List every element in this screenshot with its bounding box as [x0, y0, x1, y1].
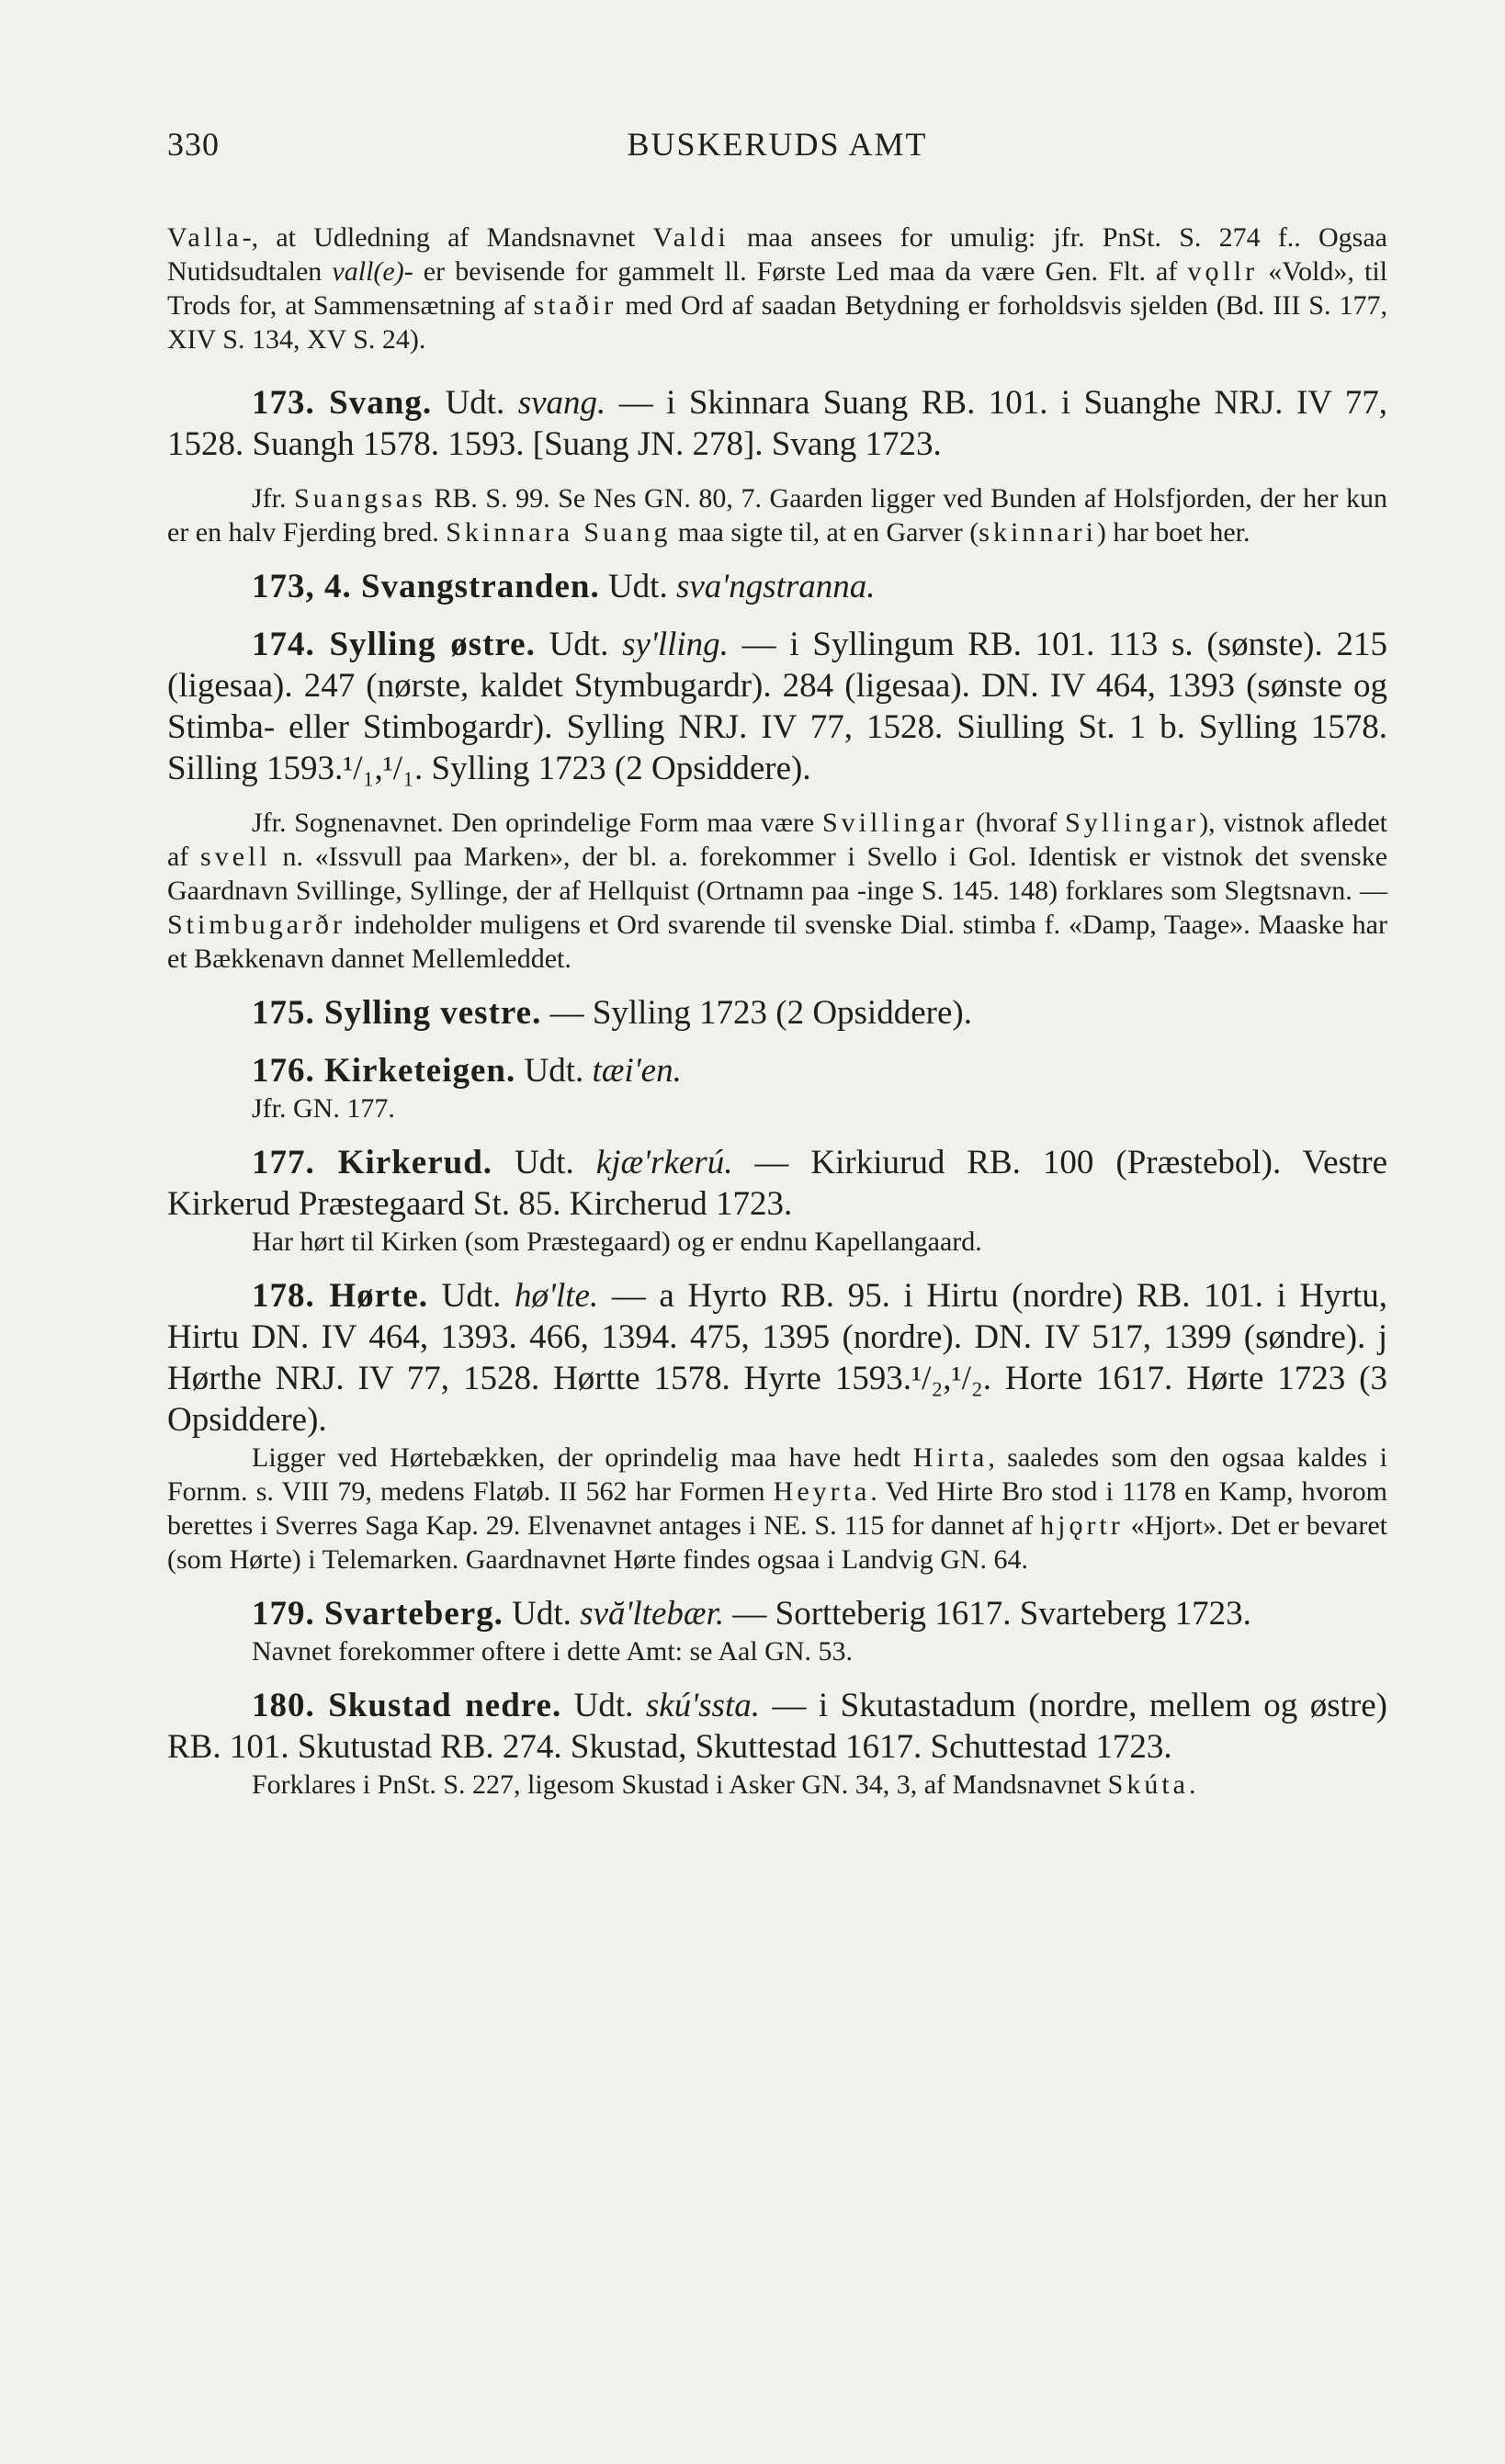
- text-run: Forklares i PnSt. S. 227, ligesom Skustad i Asker GN. 34, 3, af Mandsnavnet: [252, 1769, 1108, 1800]
- entry-p175: [167, 992, 1387, 1034]
- entry-heading: 173. Svang.: [252, 384, 433, 422]
- text-run: Suangsas: [294, 483, 426, 514]
- entry-p173n: [167, 481, 1387, 549]
- entry-p180: [167, 1685, 1387, 1768]
- text-run: vǫllr: [1187, 256, 1259, 287]
- text-run: skinnari: [979, 517, 1097, 548]
- text-run: ), vistnok afledet af: [167, 808, 1387, 872]
- text-run: maa ansees for umulig: jfr. PnSt. S. 274 f.. Ogsaa Nutidsudtalen: [167, 222, 1387, 287]
- text-run: Skinnara Suang: [446, 517, 672, 548]
- page-number: 330: [167, 126, 220, 163]
- text-run: (hvoraf: [968, 808, 1066, 838]
- text-run: Jfr. GN. 177.: [252, 1093, 395, 1124]
- text-run: Udt.: [492, 1144, 596, 1181]
- text-run: Valdi: [652, 222, 730, 253]
- text-run: n. «Issvull paa Marken», der bl. a. forekommer i Svello i Gol. Identisk er vistnok det svenske Gaardnavn Svillinge, Syllinge, der af Hellquist (Ortnamn paa -inge S. 145. 148) forklares som Slegtsnavn. —: [167, 842, 1388, 906]
- entry-p176: [167, 1050, 1387, 1091]
- text-run: «Vold», til Trods for, at Sammensætning af: [167, 256, 1387, 321]
- text-run: . Ved Hirte Bro stod i 1178 en Kamp, hvorom berettes i Sverres Saga Kap. 29. Elvenavnet antages i NE. S. 115 for dannet af: [167, 1476, 1387, 1541]
- text-run: — Sortteberig 1617. Svarteberg 1723.: [724, 1595, 1251, 1633]
- entry-p177: [167, 1142, 1387, 1225]
- text-run: Skúta: [1107, 1769, 1189, 1800]
- text-run: Udt.: [535, 626, 623, 663]
- text-run: RB. S. 99. Se Nes GN. 80, 7. Gaarden ligger ved Bunden af Holsfjorden, der her kun er en halv Fjerding bred.: [167, 483, 1388, 548]
- text-run: Udt.: [599, 568, 676, 605]
- text-run: Hirta: [912, 1442, 989, 1473]
- entry-heading: 174. Sylling østre.: [252, 626, 536, 663]
- entry-p180n: [167, 1768, 1387, 1802]
- text-run: Udt.: [503, 1595, 581, 1633]
- text-run: Udt.: [428, 1277, 515, 1315]
- text-run: , saaledes som den ogsaa kaldes i Fornm. s. VIII 79, medens Flatøb. II 562 har Formen: [167, 1442, 1387, 1507]
- text-run: Udt.: [515, 1052, 593, 1090]
- pronunciation: svang.: [517, 384, 606, 422]
- entry-p178n: [167, 1441, 1387, 1577]
- text-run: Udt.: [561, 1687, 646, 1724]
- text-run: ) har boet her.: [1096, 517, 1250, 548]
- text-run: Syllingar: [1065, 808, 1200, 838]
- pronunciation: svă'ltebær.: [580, 1595, 725, 1633]
- text-run: Jfr.: [252, 483, 295, 514]
- text-run: — Kirkiurud RB. 100 (Præstebol). Vestre Kirkerud Præstegaard St. 85. Kircherud 1723.: [167, 1144, 1388, 1223]
- text-run: Ligger ved Hørtebækken, der oprindelig maa have hedt: [252, 1442, 913, 1473]
- text-run: .: [1188, 1769, 1196, 1800]
- page-header: [167, 125, 1387, 171]
- text-run: — i Skutastadum (nordre, mellem og østre) RB. 101. Skutustad RB. 274. Skustad, Skuttestad 1617. Schuttestad 1723.: [167, 1687, 1387, 1766]
- entry-heading: 179. Svarteberg.: [252, 1595, 504, 1633]
- entry-heading: 175. Sylling vestre.: [252, 994, 542, 1032]
- pronunciation: hø'lte.: [515, 1277, 599, 1315]
- text-run: Heyrta: [773, 1476, 871, 1507]
- entry-heading: 176. Kirketeigen.: [252, 1052, 516, 1090]
- entry-p179: [167, 1593, 1387, 1634]
- pronunciation: sy'lling.: [622, 626, 729, 663]
- pronunciation: sva'ngstranna.: [675, 568, 876, 605]
- entry-p174n: [167, 806, 1387, 976]
- text-run: -, at Udledning af Mandsnavnet: [242, 222, 653, 253]
- entry-p1734: [167, 566, 1387, 607]
- pronunciation: kjæ'rkerú.: [595, 1144, 733, 1181]
- entry-heading: 177. Kirkerud.: [252, 1144, 493, 1181]
- text-run: staðir: [533, 290, 617, 321]
- text-run: — i Skinnara Suang RB. 101. i Suanghe NRJ. IV 77, 1528. Suangh 1578. 1593. [Suang JN. 278]. Svang 1723.: [167, 384, 1388, 463]
- entry-p173: [167, 382, 1387, 465]
- entry-p179n: [167, 1634, 1387, 1668]
- text-run: maa sigte til, at en Garver (: [671, 517, 979, 548]
- text-run: Navnet forekommer oftere i dette Amt: se Aal GN. 53.: [252, 1636, 853, 1667]
- entry-p178: [167, 1275, 1387, 1441]
- entry-heading: 180. Skustad nedre.: [252, 1687, 562, 1724]
- text-run: indeholder muligens et Ord svarende til svenske Dial. stimba f. «Damp, Taage». Maaske har et Bækkenavn dannet Mellemleddet.: [167, 910, 1387, 974]
- pronunciation: tæi'en.: [592, 1052, 682, 1090]
- entry-heading: 178. Hørte.: [252, 1277, 429, 1315]
- pronunciation: vall(e): [332, 256, 404, 287]
- text-run: Udt.: [432, 384, 518, 422]
- entry-p177n: [167, 1225, 1387, 1259]
- text-run: Svillingar: [821, 808, 968, 838]
- text-run: hjǫrtr: [1040, 1510, 1124, 1541]
- entry-p0: [167, 220, 1387, 356]
- text-run: — i Syllingum RB. 101. 113 s. (sønste). 215 (ligesaa). 247 (nørste, kaldet Stymbugardr). 284 (ligesaa). DN. IV 464, 1393 (sønste og Stimba- eller Stimbogardr). Sylling NRJ. IV 77, 1528. Siulling St. 1 b. Sylling 1578. Silling 1593.¹/₁,¹/₁. Sylling 1723 (2 Opsiddere).: [167, 626, 1387, 787]
- text-run: Jfr. Sognenavnet. Den oprindelige Form maa være: [252, 808, 822, 838]
- text-run: — Sylling 1723 (2 Opsiddere).: [541, 994, 972, 1032]
- text-run: Valla: [167, 222, 243, 253]
- page-body: [167, 220, 1387, 1802]
- text-run: «Hjort». Det er bevaret (som Hørte) i Telemarken. Gaardnavnet Hørte findes ogsaa i Landvig GN. 64.: [167, 1510, 1387, 1575]
- running-title: BUSKERUDS AMT: [627, 126, 928, 163]
- entry-p174: [167, 624, 1387, 789]
- text-run: svell: [200, 842, 271, 872]
- text-run: Stimbugarðr: [167, 910, 345, 940]
- entry-p176n: [167, 1091, 1387, 1125]
- pronunciation: skú'ssta.: [645, 1687, 760, 1724]
- text-run: — a Hyrto RB. 95. i Hirtu (nordre) RB. 101. i Hyrtu, Hirtu DN. IV 464, 1393. 466, 1394. 475, 1395 (nordre). DN. IV 517, 1399 (søndre). j Hørthe NRJ. IV 77, 1528. Hørtte 1578. Hyrte 1593.¹/₂,¹/₂. Horte 1617. Hørte 1723 (3 Opsiddere).: [167, 1277, 1387, 1439]
- text-run: - er bevisende for gammelt ll. Første Led maa da være Gen. Flt. af: [403, 256, 1188, 287]
- text-run: Har hørt til Kirken (som Præstegaard) og er endnu Kapellangaard.: [252, 1226, 982, 1257]
- text-run: med Ord af saadan Betydning er forholdsvis sjelden (Bd. III S. 177, XIV S. 134, XV S. 24).: [167, 290, 1387, 355]
- entry-heading: 173, 4. Svangstranden.: [252, 568, 600, 605]
